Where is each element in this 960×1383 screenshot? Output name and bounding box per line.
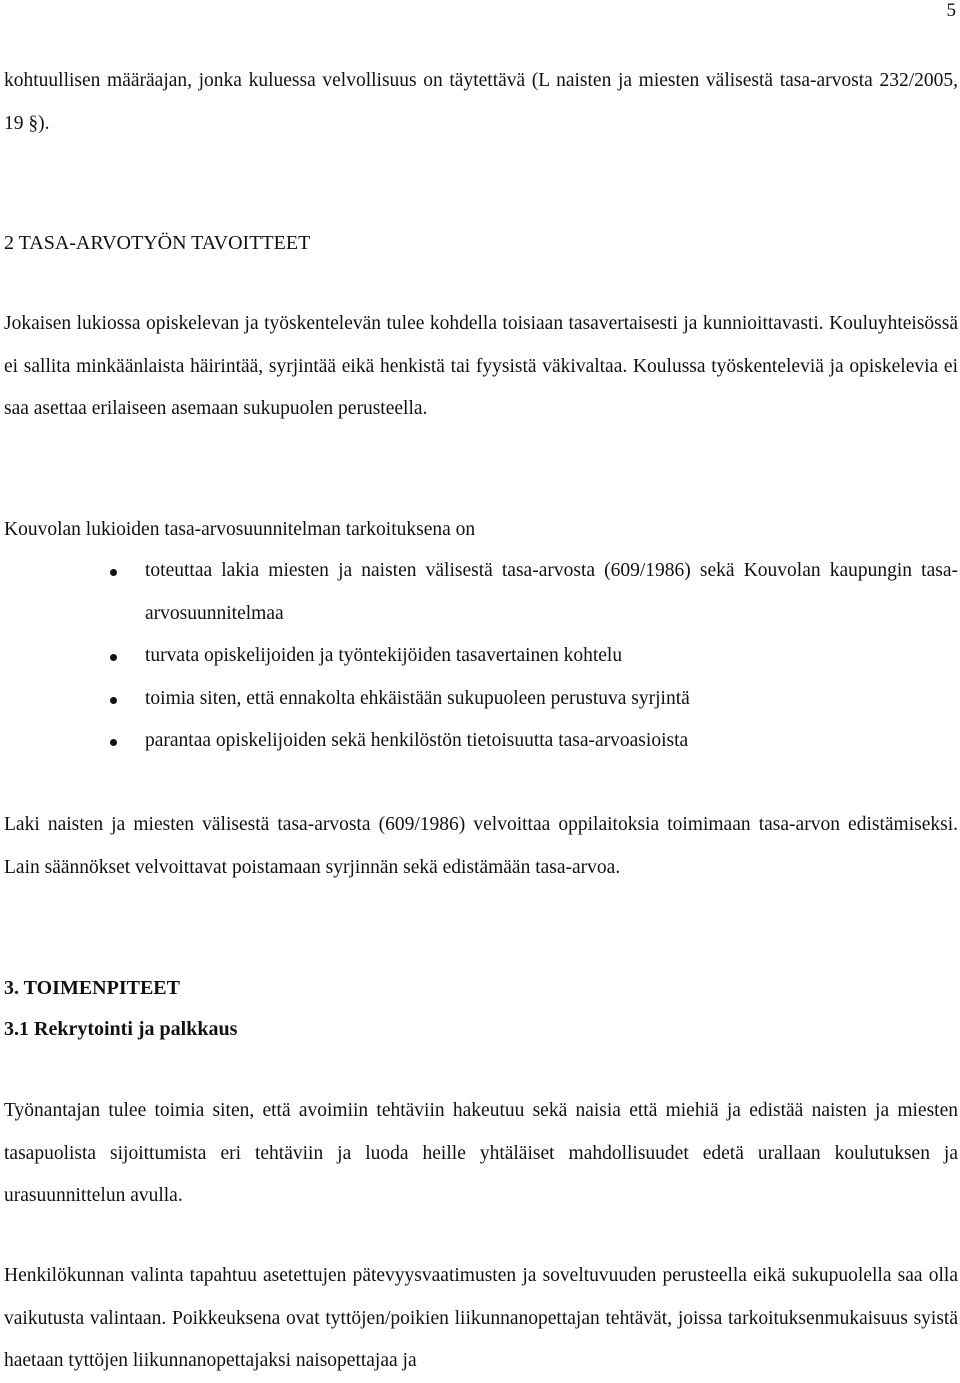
section-heading-3: 3. TOIMENPITEET <box>4 977 180 999</box>
paragraph-recruitment: Työnantajan tulee toimia siten, että avoimiin tehtäviin hakeutuu sekä naisia että miehiä ja edistää naisten ja miesten tasapuolista sijoittumista eri tehtäviin ja luoda heille yhtäläiset mahdollisuudet edetä urallaan koulutuksen ja urasuunnittelun avulla. <box>4 1100 958 1206</box>
list-item-text: toteuttaa lakia miesten ja naisten välisestä tasa-arvosta (609/1986) sekä Kouvolan kaupungin tasa-arvosuunnitelmaa <box>145 560 958 624</box>
list-item <box>0 635 958 678</box>
purpose-bullet-list <box>0 550 958 763</box>
list-item <box>0 550 958 635</box>
paragraph-equal-treatment: Jokaisen lukiossa opiskelevan ja työskentelevän tulee kohdella toisiaan tasavertaisesti ja kunnioittavasti. Kouluyhteisössä ei sallita minkäänlaista häirintää, syrjintää eikä henkistä tai fyysistä väkivaltaa. Koulussa työskenteleviä ja opiskelevia ei saa asettaa erilaiseen asemaan sukupuolen perusteella. <box>4 313 958 419</box>
paragraph-plan-purpose: Kouvolan lukioiden tasa-arvosuunnitelman tarkoituksena on <box>4 519 476 540</box>
list-item-text: toimia siten, että ennakolta ehkäistään sukupuoleen perustuva syrjintä <box>145 687 690 709</box>
paragraph-law-deadline: kohtuullisen määräajan, jonka kuluessa velvollisuus on täytettävä (L naisten ja miesten välisestä tasa-arvosta 232/2005, 19 §). <box>4 70 958 134</box>
list-item <box>0 720 958 763</box>
list-item-text: turvata opiskelijoiden ja työntekijöiden tasavertainen kohtelu <box>145 645 623 666</box>
bullet-icon <box>110 739 117 746</box>
bullet-icon <box>110 697 117 704</box>
paragraph-equality-law: Laki naisten ja miesten välisestä tasa-arvosta (609/1986) velvoittaa oppilaitoksia toimimaan tasa-arvon edistämiseksi. Lain säännökset velvoittavat poistamaan syrjinnän sekä edistämään tasa-arvoa. <box>4 814 958 878</box>
page-number: 5 <box>946 0 956 21</box>
list-item <box>0 678 958 721</box>
bullet-icon <box>110 569 117 576</box>
list-item-text: parantaa opiskelijoiden sekä henkilöstön tietoisuutta tasa-arvoasioista <box>145 730 689 751</box>
paragraph-staff-selection: Henkilökunnan valinta tapahtuu asetettujen pätevyysvaatimusten ja soveltuvuuden perusteella eikä sukupuolella saa olla vaikutusta valintaan. Poikkeuksena ovat tyttöjen/poikien liikunnanopettajan tehtävät, joissa tarkoituksenmukaisuus syistä haetaan tyttöjen liikunnanopettajaksi naisopettajaa ja <box>4 1265 958 1371</box>
section-heading-2: 2 TASA-ARVOTYÖN TAVOITTEET <box>4 232 311 254</box>
subsection-heading-3-1: 3.1 Rekrytointi ja palkkaus <box>4 1018 238 1040</box>
bullet-icon <box>110 654 117 661</box>
